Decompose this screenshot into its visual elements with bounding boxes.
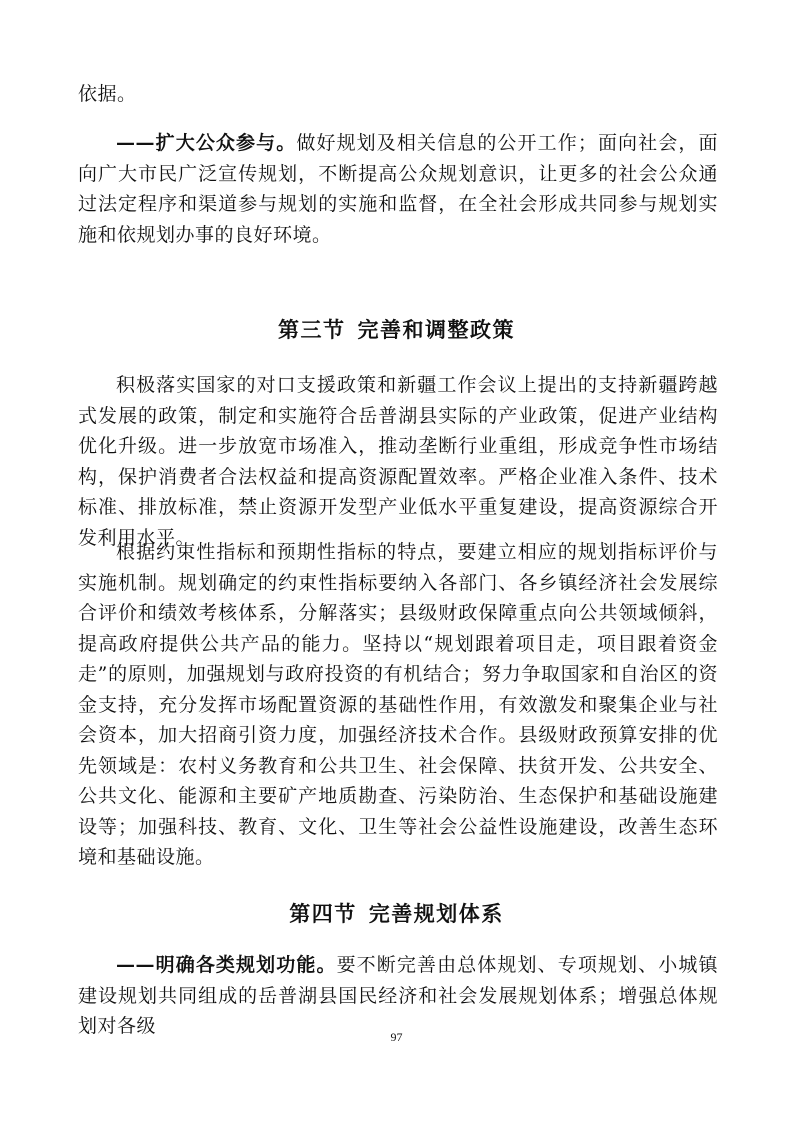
paragraph-policy [78, 370, 718, 553]
paragraph-lead: ——明确各类规划功能。 [116, 954, 337, 976]
paragraph-continuation [78, 79, 718, 110]
paragraph-text: 积极落实国家的对口支援政策和新疆工作会议上提出的支持新疆跨越式发展的政策，制定和实施符合岳普湖县实际的产业政策，促进产业结构优化升级。进一步放宽市场准入，推动垄断行业重组，形成竞争性市场结构，保护消费者合法权益和提高资源配置效率。严格企业准入条件、技术标准、排放标准，禁止资源开发型产业低水平重复建设，提高资源综合开发利用水平。 [78, 374, 718, 549]
page-number: 97 [390, 1030, 403, 1044]
section-title: 完善规划体系 [368, 902, 504, 926]
section-heading-4 [0, 898, 793, 928]
paragraph-planning-functions [78, 950, 718, 1042]
paragraph-public-participation [78, 128, 718, 250]
section-title: 完善和调整政策 [357, 318, 515, 342]
section-number: 第三节 [278, 318, 346, 342]
paragraph-text: 要不断完善由总体规划、专项规划、小城镇建设规划共同组成的岳普湖县国民经济和社会发展规划体系；增强总体规划对各级 [78, 954, 718, 1037]
paragraph-indicators [78, 537, 718, 873]
paragraph-text: 做好规划及相关信息的公开工作；面向社会，面向广大市民广泛宣传规划，不断提高公众规划意识，让更多的社会公众通过法定程序和渠道参与规划的实施和监督，在全社会形成共同参与规划实施和依规划办事的良好环境。 [78, 132, 718, 246]
section-number: 第四节 [289, 902, 357, 926]
paragraph-text: 根据约束性指标和预期性指标的特点，要建立相应的规划指标评价与实施机制。规划确定的约束性指标要纳入各部门、各乡镇经济社会发展综合评价和绩效考核体系，分解落实；县级财政保障重点向公共领域倾斜，提高政府提供公共产品的能力。坚持以“规划跟着项目走，项目跟着资金走”的原则，加强规划与政府投资的有机结合；努力争取国家和自治区的资金支持，充分发挥市场配置资源的基础性作用，有效激发和聚集企业与社会资本，加大招商引资力度，加强经济技术合作。县级财政预算安排的优先领域是：农村义务教育和公共卫生、社会保障、扶贫开发、公共安全、公共文化、能源和主要矿产地质勘查、污染防治、生态保护和基础设施建设等；加强科技、教育、文化、卫生等社会公益性设施建设，改善生态环境和基础设施。 [78, 541, 718, 868]
paragraph-text: 依据。 [78, 83, 137, 105]
paragraph-lead: ——扩大公众参与。 [116, 132, 297, 154]
section-heading-3 [0, 314, 793, 344]
